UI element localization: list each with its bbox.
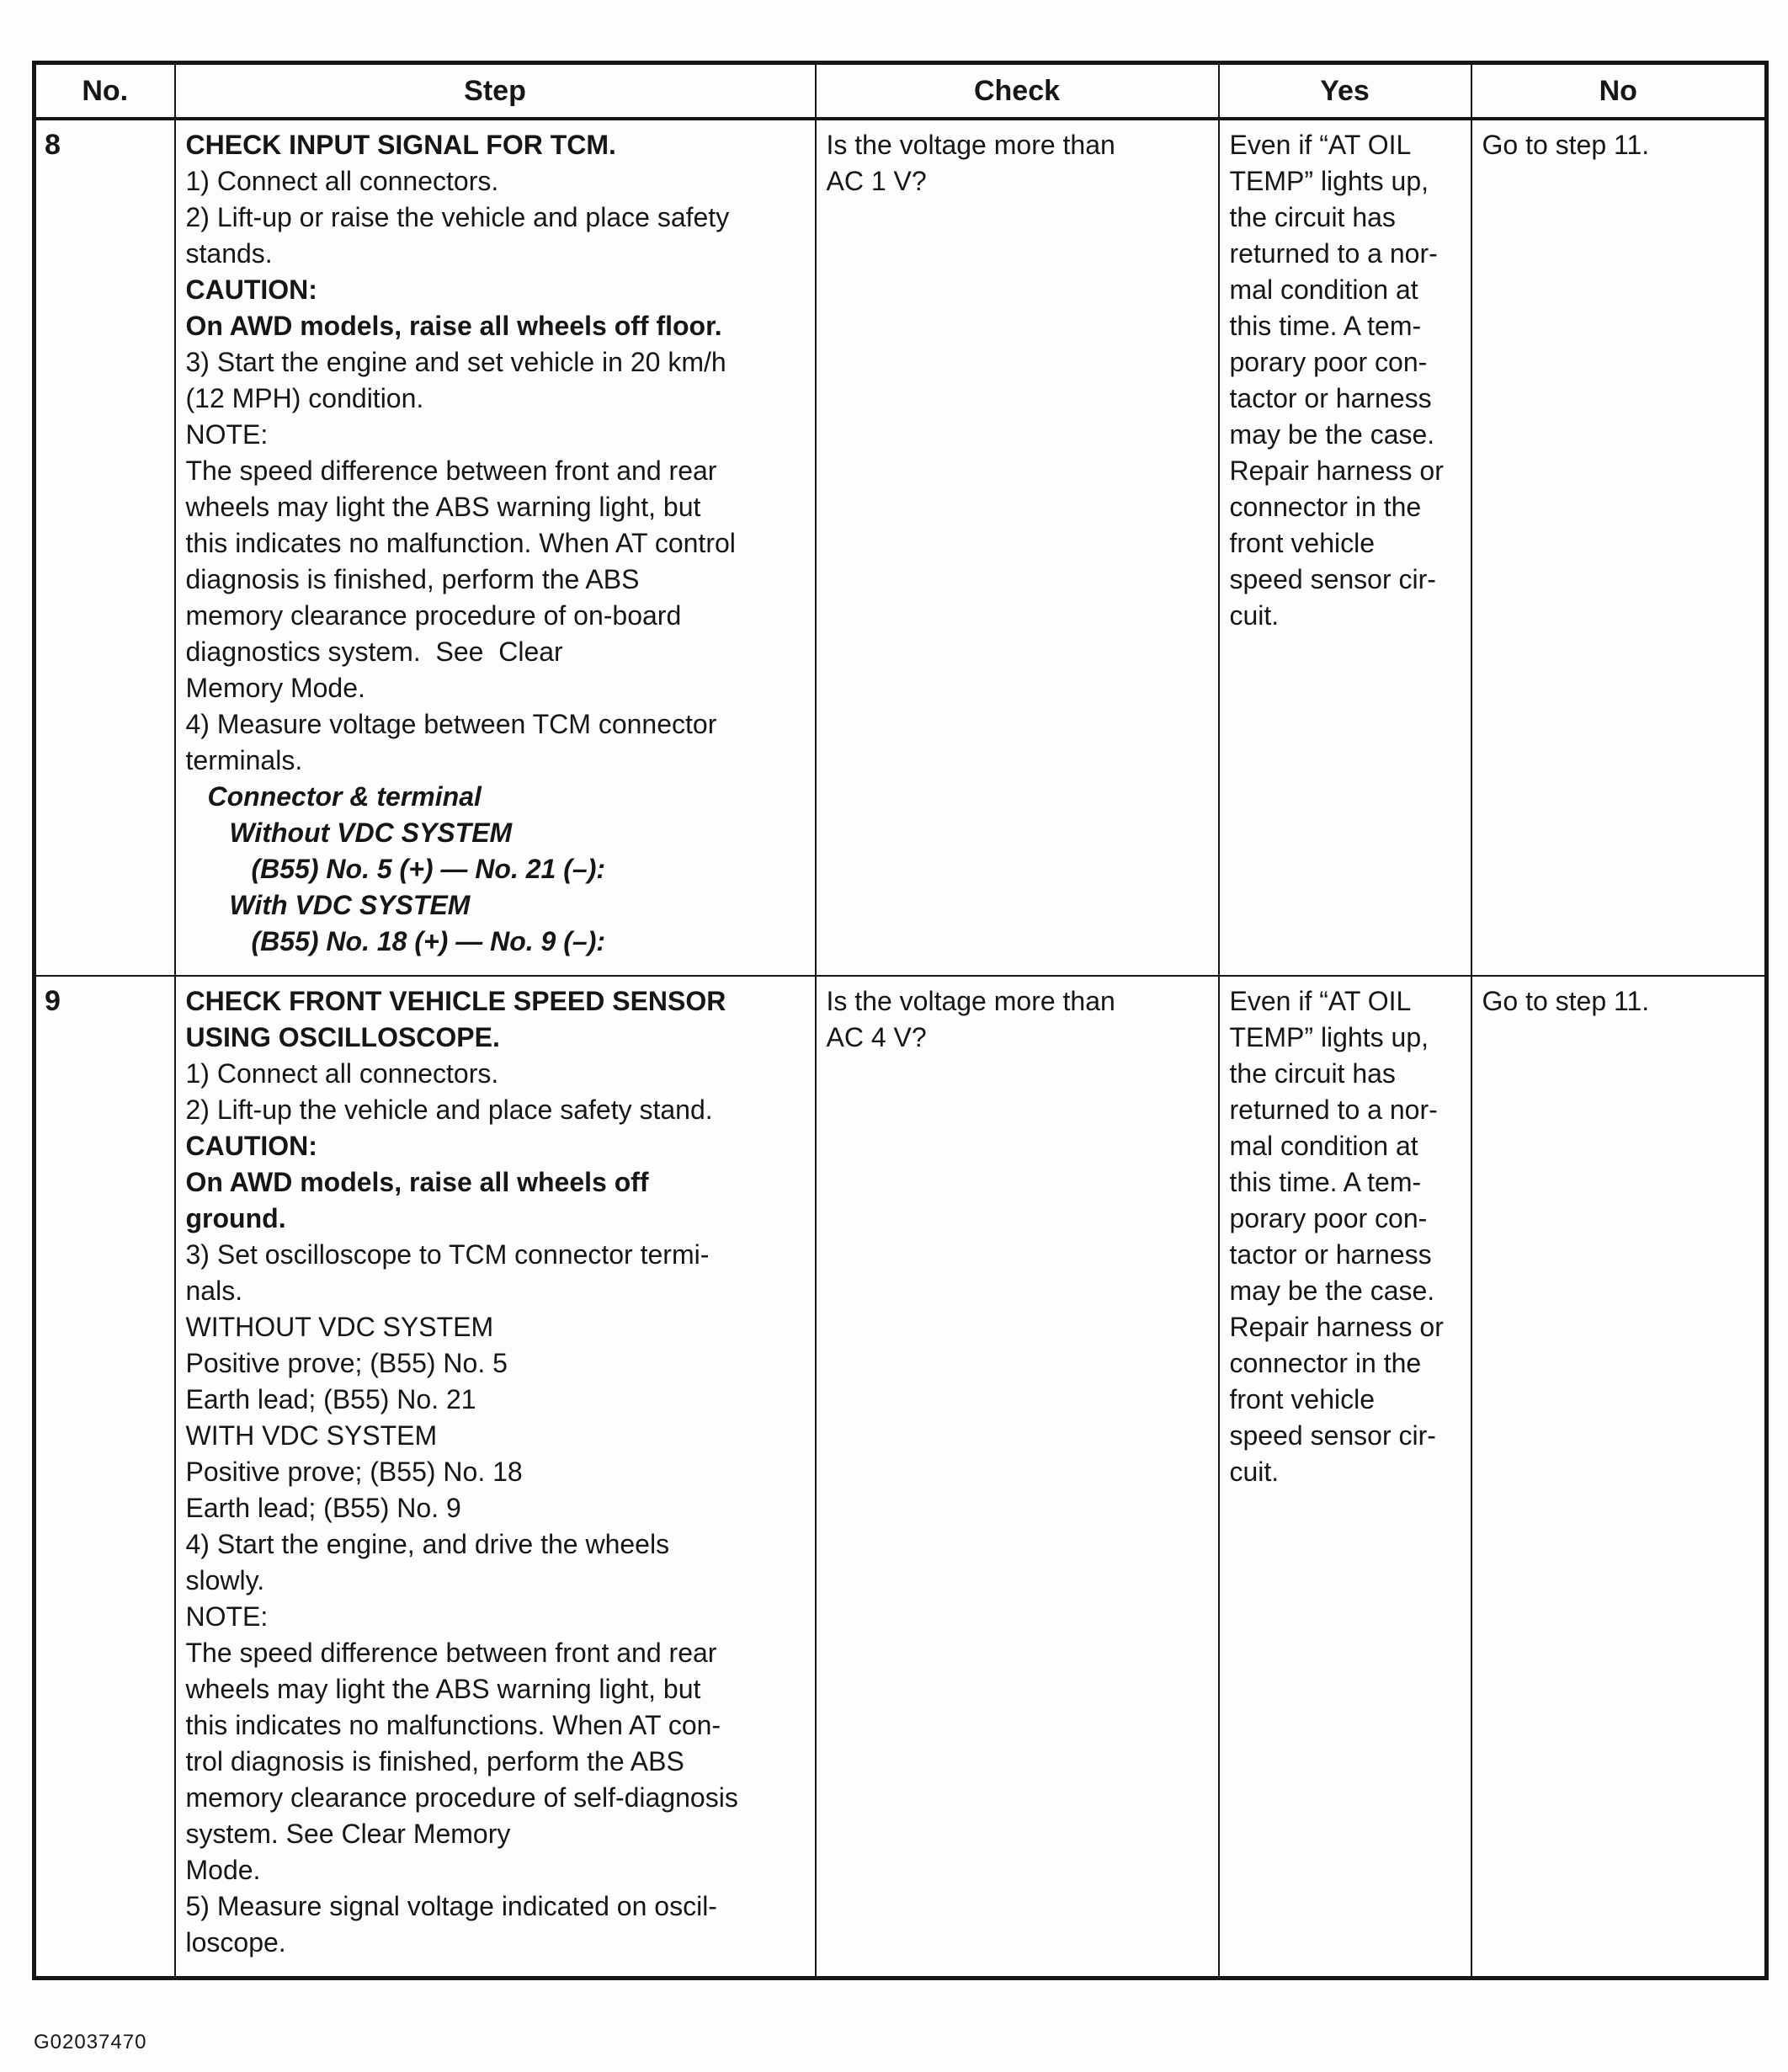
text-line: WITH VDC SYSTEM — [185, 1420, 438, 1451]
header-cell-yes: Yes — [1219, 63, 1471, 120]
text-line: returned to a nor- — [1229, 238, 1438, 269]
text-line: (B55) No. 18 (+) — No. 9 (–): — [251, 926, 605, 956]
text-line: 1) Connect all connectors. — [185, 166, 499, 196]
text-line: porary poor con- — [1229, 1203, 1428, 1233]
text-line: tactor or harness — [1229, 1239, 1432, 1270]
text-line: The speed difference between front and rear — [185, 455, 717, 486]
text-line: 3) Set oscilloscope to TCM connector termi- — [185, 1239, 710, 1270]
header-cell-check: Check — [816, 63, 1219, 120]
text-line: AC 4 V? — [826, 1022, 927, 1052]
text-line: Without VDC SYSTEM — [229, 818, 513, 848]
step-number: 8 — [35, 119, 175, 976]
text-line: 2) Lift-up or raise the vehicle and place safety — [185, 202, 730, 232]
text-line: Positive prove; (B55) No. 18 — [185, 1457, 523, 1487]
text-line: USING OSCILLOSCOPE. — [185, 1022, 500, 1052]
text-line: may be the case. — [1229, 419, 1435, 450]
text-line: the circuit has — [1229, 202, 1396, 232]
text-line: tactor or harness — [1229, 383, 1432, 413]
text-line: Is the voltage more than — [826, 130, 1115, 160]
text-line: connector in the — [1229, 1348, 1422, 1378]
text-line: 2) Lift-up the vehicle and place safety stand. — [185, 1095, 713, 1125]
table-row-step-9 — [35, 976, 1767, 1979]
text-line: Memory Mode. — [185, 673, 365, 703]
text-line: WITHOUT VDC SYSTEM — [185, 1312, 494, 1342]
yes-result — [1219, 976, 1471, 1979]
text-line: NOTE: — [185, 1601, 269, 1632]
text-line: diagnostics system. See Clear — [185, 637, 563, 667]
text-line: this time. A tem- — [1229, 311, 1422, 341]
text-line: wheels may light the ABS warning light, but — [185, 1674, 701, 1704]
text-line: 4) Measure voltage between TCM connector — [185, 709, 717, 739]
step-instructions — [175, 119, 816, 976]
text-line: returned to a nor- — [1229, 1095, 1438, 1125]
text-line: terminals. — [185, 745, 303, 775]
text-line: front vehicle — [1229, 1384, 1376, 1414]
check-question-lines — [827, 127, 1210, 200]
text-line: On AWD models, raise all wheels off floor. — [185, 311, 722, 341]
text-line: cuit. — [1229, 600, 1280, 631]
text-line: Earth lead; (B55) No. 21 — [185, 1384, 476, 1414]
text-line: 4) Start the engine, and drive the wheels — [185, 1529, 670, 1559]
step-instructions-lines — [186, 127, 806, 960]
header-cell-no: No. — [35, 63, 175, 120]
text-line: Mode. — [185, 1855, 261, 1885]
text-line: With VDC SYSTEM — [229, 890, 471, 920]
text-line: CAUTION: — [185, 274, 317, 305]
text-line: AC 1 V? — [826, 166, 927, 196]
text-line: nals. — [185, 1276, 243, 1306]
text-line: (B55) No. 5 (+) — No. 21 (–): — [251, 854, 605, 884]
table-header-row — [35, 63, 1767, 120]
text-line: Connector & terminal — [207, 781, 482, 812]
header-cell-step: Step — [175, 63, 816, 120]
text-line: Positive prove; (B55) No. 5 — [185, 1348, 508, 1378]
text-line: CHECK INPUT SIGNAL FOR TCM. — [185, 130, 616, 160]
yes-result-lines — [1230, 127, 1462, 634]
text-line: system. See Clear Memory — [185, 1819, 511, 1849]
step-instructions-lines — [186, 983, 806, 1961]
text-line: CAUTION: — [185, 1131, 317, 1161]
text-line: 1) Connect all connectors. — [185, 1058, 499, 1089]
text-line: stands. — [185, 238, 273, 269]
text-line: diagnosis is finished, perform the ABS — [185, 564, 640, 594]
text-line: this time. A tem- — [1229, 1167, 1422, 1197]
text-line: 3) Start the engine and set vehicle in 20 km/h — [185, 347, 726, 377]
text-line: Even if “AT OIL — [1229, 986, 1412, 1016]
text-line: speed sensor cir- — [1229, 1420, 1436, 1451]
yes-result-lines — [1230, 983, 1462, 1490]
text-line: Earth lead; (B55) No. 9 — [185, 1493, 461, 1523]
check-question — [816, 976, 1219, 1979]
text-line: Even if “AT OIL — [1229, 130, 1412, 160]
text-line: CHECK FRONT VEHICLE SPEED SENSOR — [185, 986, 726, 1016]
text-line: slowly. — [185, 1565, 265, 1595]
header-cell-no-action: No — [1471, 63, 1767, 120]
text-line: the circuit has — [1229, 1058, 1396, 1089]
text-line: cuit. — [1229, 1457, 1280, 1487]
text-line: may be the case. — [1229, 1276, 1435, 1306]
text-line: Repair harness or — [1229, 1312, 1444, 1342]
text-line: loscope. — [185, 1927, 286, 1957]
text-line: NOTE: — [185, 419, 269, 450]
text-line: 5) Measure signal voltage indicated on oscil- — [185, 1891, 717, 1921]
text-line: mal condition at — [1229, 1131, 1418, 1161]
check-question — [816, 119, 1219, 976]
text-line: trol diagnosis is finished, perform the ABS — [185, 1746, 684, 1776]
text-line: Repair harness or — [1229, 455, 1444, 486]
text-line: (12 MPH) condition. — [185, 383, 424, 413]
text-line: TEMP” lights up, — [1229, 166, 1429, 196]
text-line: The speed difference between front and rear — [185, 1638, 717, 1668]
check-question-lines — [827, 983, 1210, 1056]
text-line: porary poor con- — [1229, 347, 1428, 377]
text-line: front vehicle — [1229, 528, 1376, 558]
text-line: this indicates no malfunction. When AT control — [185, 528, 736, 558]
no-result: Go to step 11. — [1471, 976, 1767, 1979]
text-line: On AWD models, raise all wheels off — [185, 1167, 649, 1197]
text-line: mal condition at — [1229, 274, 1418, 305]
text-line: memory clearance procedure of on-board — [185, 600, 682, 631]
figure-code: G02037470 — [34, 2031, 147, 2053]
text-line: TEMP” lights up, — [1229, 1022, 1429, 1052]
step-number: 9 — [35, 976, 175, 1979]
yes-result — [1219, 119, 1471, 976]
text-line: Is the voltage more than — [826, 986, 1115, 1016]
step-instructions — [175, 976, 816, 1979]
table-row-step-8 — [35, 119, 1767, 976]
text-line: speed sensor cir- — [1229, 564, 1436, 594]
diagnostic-table — [32, 61, 1769, 1980]
no-result: Go to step 11. — [1471, 119, 1767, 976]
text-line: ground. — [185, 1203, 286, 1233]
text-line: wheels may light the ABS warning light, but — [185, 492, 701, 522]
text-line: memory clearance procedure of self-diagnosis — [185, 1782, 738, 1813]
text-line: this indicates no malfunctions. When AT con- — [185, 1710, 721, 1740]
text-line: connector in the — [1229, 492, 1422, 522]
